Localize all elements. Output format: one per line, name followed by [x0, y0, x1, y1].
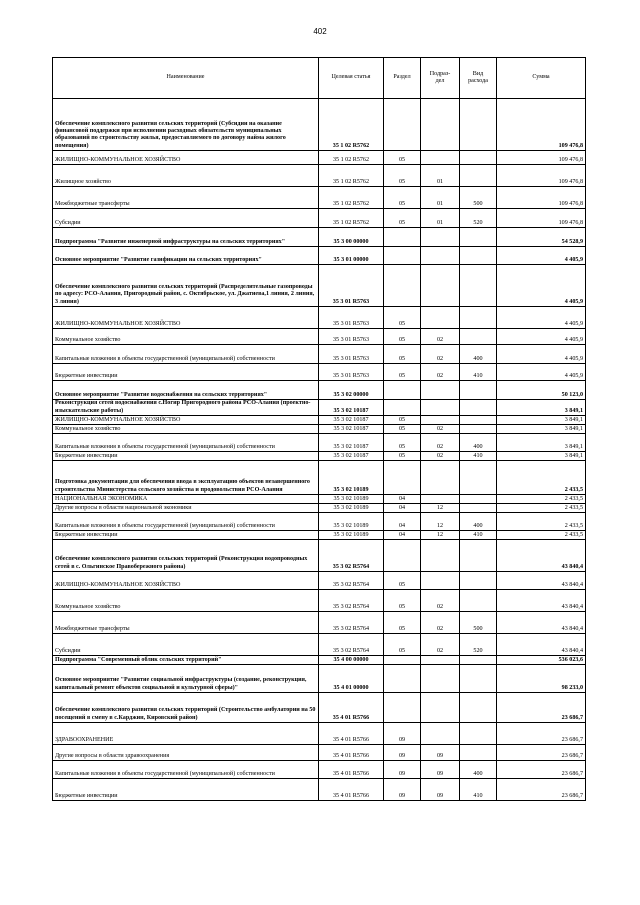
cell-subsection — [421, 665, 460, 693]
cell-sum: 109 476,8 — [497, 99, 586, 151]
table-row — [53, 416, 586, 425]
cell-type — [460, 228, 497, 247]
cell-name: Субсидии — [53, 634, 319, 656]
cell-name: ЖИЛИЩНО-КОММУНАЛЬНОЕ ХОЗЯЙСТВО — [53, 572, 319, 590]
cell-subsection: 02 — [421, 612, 460, 634]
cell-subsection: 02 — [421, 364, 460, 381]
cell-section: 05 — [384, 151, 421, 165]
cell-sum: 23 686,7 — [497, 723, 586, 745]
cell-subsection — [421, 307, 460, 329]
cell-subsection — [421, 723, 460, 745]
cell-code: 35 3 02 10189 — [319, 504, 384, 513]
cell-subsection: 12 — [421, 531, 460, 540]
table-row — [53, 329, 586, 345]
cell-subsection: 01 — [421, 209, 460, 228]
cell-section — [384, 540, 421, 572]
column-header-type: Вид расхода — [460, 58, 497, 99]
table-row — [53, 745, 586, 761]
cell-name: Подпрограмма "Развитие инженерной инфраструктуры на сельских территориях" — [53, 228, 319, 247]
cell-name: Бюджетные инвестиции — [53, 779, 319, 801]
cell-type: 400 — [460, 513, 497, 531]
cell-sum: 4 405,9 — [497, 265, 586, 307]
cell-subsection: 12 — [421, 513, 460, 531]
cell-section — [384, 656, 421, 665]
cell-subsection: 02 — [421, 425, 460, 434]
cell-subsection — [421, 656, 460, 665]
page-number: 402 — [313, 27, 327, 36]
cell-section: 05 — [384, 364, 421, 381]
cell-name: Подпрограмма "Современный облик сельских территорий" — [53, 656, 319, 665]
cell-code: 35 4 00 00000 — [319, 656, 384, 665]
cell-sum: 109 476,8 — [497, 187, 586, 209]
table-row — [53, 400, 586, 416]
cell-subsection: 09 — [421, 745, 460, 761]
cell-section: 09 — [384, 745, 421, 761]
cell-code: 35 4 01 R5766 — [319, 723, 384, 745]
cell-subsection — [421, 693, 460, 723]
cell-type — [460, 165, 497, 187]
cell-type: 400 — [460, 345, 497, 364]
table-row — [53, 187, 586, 209]
cell-name: Обеспечение комплексного развития сельских территорий (Распределительные газопроводы по адресу: РСО-Алания, Пригородный район, с. Октябрьское, ул. Джатиева,1 линия, 2 линия, 3 линия) — [53, 265, 319, 307]
cell-subsection — [421, 540, 460, 572]
table-row — [53, 452, 586, 461]
cell-section — [384, 99, 421, 151]
table-row — [53, 612, 586, 634]
cell-subsection: 02 — [421, 452, 460, 461]
cell-name: Другие вопросы в области национальной экономики — [53, 504, 319, 513]
table-row — [53, 513, 586, 531]
cell-code: 35 3 01 R5763 — [319, 364, 384, 381]
cell-sum: 54 528,9 — [497, 228, 586, 247]
table-row — [53, 634, 586, 656]
cell-name: Жилищное хозяйство — [53, 165, 319, 187]
cell-code: 35 4 01 R5766 — [319, 693, 384, 723]
table-row — [53, 693, 586, 723]
cell-code: 35 4 01 R5766 — [319, 761, 384, 779]
cell-section — [384, 461, 421, 495]
cell-section: 05 — [384, 187, 421, 209]
cell-section: 05 — [384, 434, 421, 452]
cell-subsection — [421, 461, 460, 495]
cell-subsection — [421, 495, 460, 504]
cell-code: 35 3 02 10189 — [319, 531, 384, 540]
cell-name: Межбюджетные трансферты — [53, 187, 319, 209]
table-row — [53, 247, 586, 265]
table-row — [53, 265, 586, 307]
cell-type — [460, 665, 497, 693]
cell-type — [460, 656, 497, 665]
table-row — [53, 345, 586, 364]
table-row — [53, 504, 586, 513]
cell-subsection: 12 — [421, 504, 460, 513]
cell-type — [460, 723, 497, 745]
cell-subsection: 02 — [421, 345, 460, 364]
cell-name: Основное мероприятие "Развитие водоснабжения на сельских территориях" — [53, 381, 319, 400]
cell-code: 35 3 02 00000 — [319, 381, 384, 400]
cell-type — [460, 400, 497, 416]
cell-code: 35 1 02 R5762 — [319, 165, 384, 187]
table-row — [53, 165, 586, 187]
cell-sum: 2 433,5 — [497, 513, 586, 531]
cell-name: Основное мероприятие "Развитие газификации на сельских территориях" — [53, 247, 319, 265]
cell-sum: 2 433,5 — [497, 495, 586, 504]
cell-subsection — [421, 247, 460, 265]
cell-sum: 2 433,5 — [497, 531, 586, 540]
cell-code: 35 3 02 R5764 — [319, 572, 384, 590]
cell-name: ЖИЛИЩНО-КОММУНАЛЬНОЕ ХОЗЯЙСТВО — [53, 307, 319, 329]
table-row — [53, 723, 586, 745]
table-row — [53, 531, 586, 540]
cell-subsection — [421, 265, 460, 307]
cell-name: Капитальные вложения в объекты государственной (муниципальной) собственности — [53, 761, 319, 779]
cell-sum: 43 840,4 — [497, 572, 586, 590]
cell-type — [460, 416, 497, 425]
cell-section — [384, 381, 421, 400]
cell-name: Капитальные вложения в объекты государственной (муниципальной) собственности — [53, 345, 319, 364]
cell-section: 09 — [384, 761, 421, 779]
cell-sum: 536 023,6 — [497, 656, 586, 665]
cell-section: 09 — [384, 779, 421, 801]
cell-type — [460, 504, 497, 513]
cell-type — [460, 381, 497, 400]
cell-type — [460, 590, 497, 612]
cell-code: 35 3 02 10187 — [319, 425, 384, 434]
cell-section: 05 — [384, 307, 421, 329]
table-row — [53, 656, 586, 665]
cell-section — [384, 665, 421, 693]
table-row — [53, 495, 586, 504]
table-row — [53, 540, 586, 572]
cell-name: Коммунальное хозяйство — [53, 590, 319, 612]
cell-subsection — [421, 400, 460, 416]
cell-code: 35 1 02 R5762 — [319, 187, 384, 209]
cell-type — [460, 495, 497, 504]
cell-name: ЗДРАВООХРАНЕНИЕ — [53, 723, 319, 745]
cell-code: 35 1 02 R5762 — [319, 151, 384, 165]
column-header-subsection: Подраз- дел — [421, 58, 460, 99]
cell-section: 05 — [384, 612, 421, 634]
cell-subsection — [421, 228, 460, 247]
cell-name: Реконструкция сетей водоснабжения с.Ногир Пригородного района РСО-Алания (проектно-изыскательские работы) — [53, 400, 319, 416]
cell-name: ЖИЛИЩНО-КОММУНАЛЬНОЕ ХОЗЯЙСТВО — [53, 151, 319, 165]
cell-subsection — [421, 572, 460, 590]
cell-section: 05 — [384, 425, 421, 434]
column-header-name: Наименование — [53, 58, 319, 99]
cell-section — [384, 693, 421, 723]
cell-section — [384, 400, 421, 416]
cell-type: 400 — [460, 761, 497, 779]
cell-subsection: 02 — [421, 434, 460, 452]
cell-section: 04 — [384, 504, 421, 513]
cell-code: 35 3 02 10189 — [319, 513, 384, 531]
cell-section: 05 — [384, 452, 421, 461]
cell-subsection: 02 — [421, 590, 460, 612]
cell-section — [384, 247, 421, 265]
cell-subsection — [421, 381, 460, 400]
cell-name: Коммунальное хозяйство — [53, 329, 319, 345]
cell-section: 05 — [384, 345, 421, 364]
cell-sum: 4 405,9 — [497, 364, 586, 381]
cell-section: 05 — [384, 590, 421, 612]
table-row — [53, 99, 586, 151]
cell-code: 35 1 02 R5762 — [319, 209, 384, 228]
cell-section — [384, 228, 421, 247]
cell-subsection: 02 — [421, 634, 460, 656]
cell-name: Основное мероприятие "Развитие социальной инфраструктуры (создание, реконструкция, капитальный ремонт объектов социальной и культурной сферы)" — [53, 665, 319, 693]
cell-code: 35 4 01 R5766 — [319, 779, 384, 801]
cell-sum: 4 405,9 — [497, 247, 586, 265]
table-row — [53, 209, 586, 228]
cell-type — [460, 693, 497, 723]
cell-sum: 3 849,1 — [497, 434, 586, 452]
cell-type — [460, 247, 497, 265]
cell-code: 35 3 02 10187 — [319, 434, 384, 452]
cell-sum: 98 233,0 — [497, 665, 586, 693]
cell-sum: 3 849,1 — [497, 452, 586, 461]
cell-type: 410 — [460, 364, 497, 381]
cell-code: 35 3 01 R5763 — [319, 265, 384, 307]
cell-sum: 4 405,9 — [497, 329, 586, 345]
cell-section: 05 — [384, 165, 421, 187]
table-row — [53, 228, 586, 247]
table-row — [53, 779, 586, 801]
cell-sum: 3 849,1 — [497, 416, 586, 425]
column-header-sum: Сумма — [497, 58, 586, 99]
table-row — [53, 572, 586, 590]
cell-type: 500 — [460, 187, 497, 209]
cell-subsection — [421, 99, 460, 151]
cell-section: 09 — [384, 723, 421, 745]
cell-code: 35 3 02 10189 — [319, 495, 384, 504]
column-header-code: Целевая статья — [319, 58, 384, 99]
cell-sum: 4 405,9 — [497, 307, 586, 329]
cell-name: Субсидии — [53, 209, 319, 228]
cell-type: 410 — [460, 531, 497, 540]
cell-sum: 50 123,0 — [497, 381, 586, 400]
cell-subsection: 09 — [421, 779, 460, 801]
cell-subsection: 02 — [421, 329, 460, 345]
cell-sum: 23 686,7 — [497, 693, 586, 723]
table-row — [53, 425, 586, 434]
cell-name: НАЦИОНАЛЬНАЯ ЭКОНОМИКА — [53, 495, 319, 504]
cell-name: Обеспечение комплексного развития сельских территорий (Субсидии на оказание финансовой поддержки при исполнении расходных обязательств муниципальных образований по строительству жилья, предоставляемого по договору найма жилого помещения) — [53, 99, 319, 151]
cell-subsection: 01 — [421, 165, 460, 187]
cell-section: 05 — [384, 209, 421, 228]
table-row — [53, 665, 586, 693]
cell-section: 05 — [384, 572, 421, 590]
cell-code: 35 3 02 R5764 — [319, 590, 384, 612]
table-body — [53, 99, 586, 801]
cell-sum: 3 849,1 — [497, 400, 586, 416]
table-row — [53, 381, 586, 400]
cell-sum: 23 686,7 — [497, 745, 586, 761]
budget-table — [52, 57, 586, 801]
cell-sum: 2 433,5 — [497, 504, 586, 513]
cell-type — [460, 99, 497, 151]
table-row — [53, 364, 586, 381]
column-header-section: Раздел — [384, 58, 421, 99]
cell-type: 410 — [460, 779, 497, 801]
cell-section: 05 — [384, 634, 421, 656]
cell-type — [460, 307, 497, 329]
cell-code: 35 3 02 R5764 — [319, 612, 384, 634]
cell-section — [384, 265, 421, 307]
cell-name: Бюджетные инвестиции — [53, 452, 319, 461]
cell-name: Обеспечение комплексного развития сельских территорий (Реконструкция водопроводных сетей в с. Ольгинское Правобережного района) — [53, 540, 319, 572]
cell-type — [460, 572, 497, 590]
cell-code: 35 3 02 10187 — [319, 452, 384, 461]
cell-code: 35 3 01 R5763 — [319, 307, 384, 329]
cell-name: Капитальные вложения в объекты государственной (муниципальной) собственности — [53, 434, 319, 452]
cell-section: 04 — [384, 531, 421, 540]
cell-code: 35 3 02 10187 — [319, 400, 384, 416]
cell-type — [460, 265, 497, 307]
cell-type: 400 — [460, 434, 497, 452]
table-row — [53, 461, 586, 495]
cell-code: 35 3 00 00000 — [319, 228, 384, 247]
cell-name: Бюджетные инвестиции — [53, 531, 319, 540]
table-row — [53, 590, 586, 612]
table-row — [53, 761, 586, 779]
cell-type — [460, 151, 497, 165]
cell-type — [460, 425, 497, 434]
cell-code: 35 3 01 R5763 — [319, 329, 384, 345]
cell-code: 35 3 01 00000 — [319, 247, 384, 265]
cell-subsection — [421, 151, 460, 165]
cell-name: Капитальные вложения в объекты государственной (муниципальной) собственности — [53, 513, 319, 531]
cell-subsection: 01 — [421, 187, 460, 209]
cell-type — [460, 540, 497, 572]
cell-section: 04 — [384, 513, 421, 531]
cell-sum: 43 840,4 — [497, 540, 586, 572]
cell-sum: 43 840,4 — [497, 634, 586, 656]
cell-name: Бюджетные инвестиции — [53, 364, 319, 381]
cell-name: Подготовка документации для обеспечения ввода в эксплуатацию объектов незавершенного строительства Министерства сельского хозяйства и продовольствия РСО-Алания — [53, 461, 319, 495]
cell-sum: 43 840,4 — [497, 590, 586, 612]
cell-code: 35 4 01 R5766 — [319, 745, 384, 761]
cell-type — [460, 329, 497, 345]
cell-type — [460, 461, 497, 495]
cell-name: Коммунальное хозяйство — [53, 425, 319, 434]
cell-code: 35 3 02 10187 — [319, 416, 384, 425]
cell-sum: 43 840,4 — [497, 612, 586, 634]
cell-sum: 109 476,8 — [497, 209, 586, 228]
cell-sum: 3 849,1 — [497, 425, 586, 434]
cell-section: 05 — [384, 329, 421, 345]
cell-name: Другие вопросы в области здравоохранения — [53, 745, 319, 761]
cell-type — [460, 745, 497, 761]
cell-name: Межбюджетные трансферты — [53, 612, 319, 634]
cell-type: 520 — [460, 634, 497, 656]
cell-sum: 2 433,5 — [497, 461, 586, 495]
cell-sum: 109 476,8 — [497, 151, 586, 165]
cell-type: 500 — [460, 612, 497, 634]
cell-type: 520 — [460, 209, 497, 228]
cell-subsection — [421, 416, 460, 425]
cell-code: 35 3 02 10189 — [319, 461, 384, 495]
cell-code: 35 1 02 R5762 — [319, 99, 384, 151]
table-row — [53, 434, 586, 452]
cell-sum: 23 686,7 — [497, 761, 586, 779]
cell-section: 04 — [384, 495, 421, 504]
cell-name: Обеспечение комплексного развития сельских территорий (Строительство амбулатории на 50 посещений в смену в с.Карджин, Кировский район) — [53, 693, 319, 723]
cell-code: 35 3 01 R5763 — [319, 345, 384, 364]
cell-code: 35 3 02 R5764 — [319, 634, 384, 656]
cell-code: 35 3 02 R5764 — [319, 540, 384, 572]
cell-code: 35 4 01 00000 — [319, 665, 384, 693]
table-row — [53, 307, 586, 329]
cell-sum: 109 476,8 — [497, 165, 586, 187]
cell-subsection: 09 — [421, 761, 460, 779]
cell-sum: 4 405,9 — [497, 345, 586, 364]
cell-sum: 23 686,7 — [497, 779, 586, 801]
cell-name: ЖИЛИЩНО-КОММУНАЛЬНОЕ ХОЗЯЙСТВО — [53, 416, 319, 425]
cell-type: 410 — [460, 452, 497, 461]
table-row — [53, 151, 586, 165]
cell-section: 05 — [384, 416, 421, 425]
table-header-row — [53, 58, 586, 99]
